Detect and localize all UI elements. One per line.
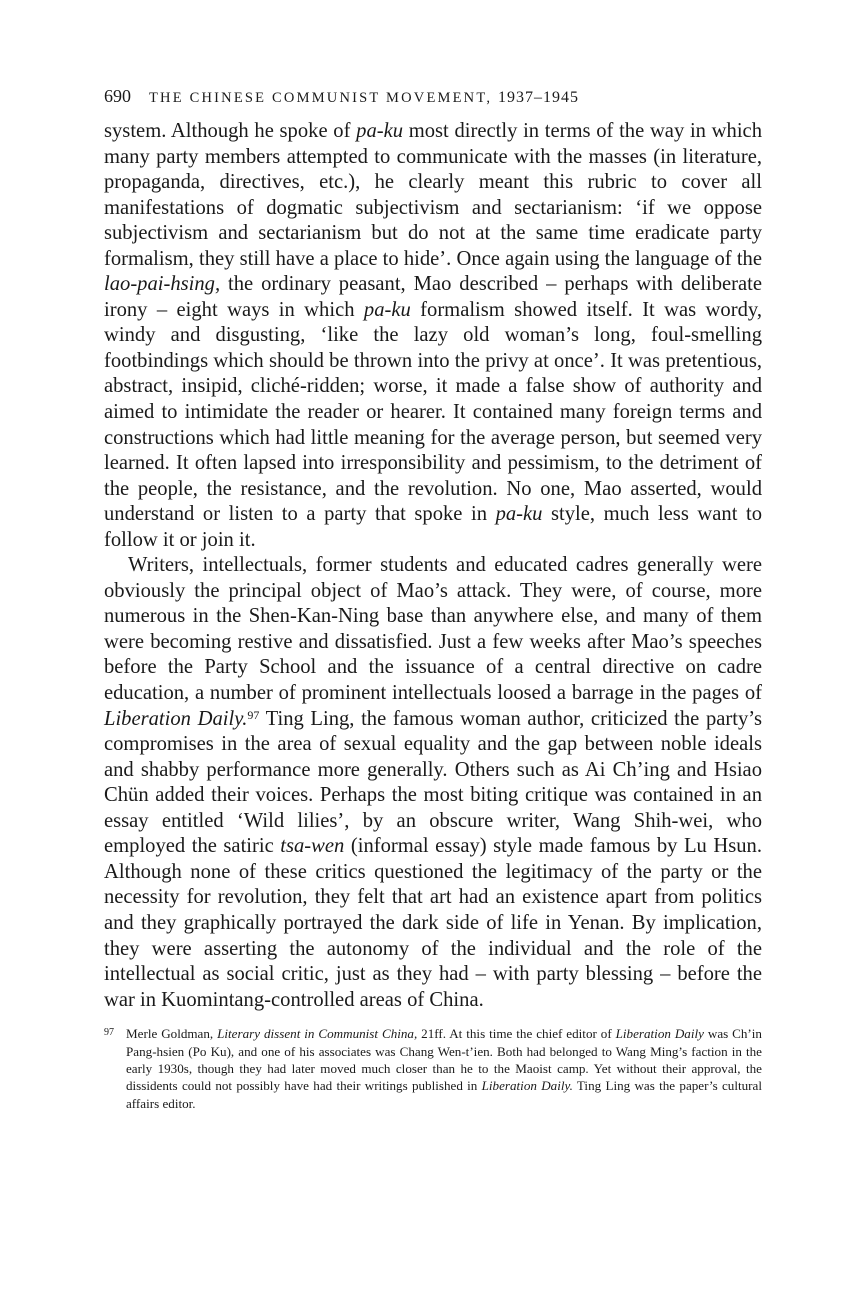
paragraph-1-text: style, much less want to follow it or join it. [104, 503, 762, 551]
paragraph-2-text: Ting Ling, the famous woman author, criticized the party’s compromises in the area of sexual equality and the gap between noble ideals and shabby performance more generally. Others such as Ai Ch’ing and Hsiao Chün added their voices. Perhaps the most biting critique was contained in an essay entitled ‘Wild lilies’, by an obscure writer, Wang Shih-wei, who employed the satiric [104, 707, 762, 858]
running-title-text: THE CHINESE COMMUNIST MOVEMENT, [149, 90, 493, 106]
paragraph-1-text: system. Although he spoke of [104, 120, 357, 142]
body-text [104, 119, 762, 1013]
book-page [104, 86, 762, 1112]
paragraph-1 [104, 119, 762, 553]
italic-term: pa-ku [363, 298, 411, 321]
italic-title: Liberation Daily. [481, 1078, 573, 1094]
paragraph-2 [104, 553, 762, 1013]
italic-title: Liberation Daily [615, 1026, 704, 1042]
italic-title: Literary dissent in Communist China, [217, 1026, 418, 1042]
paragraph-1-text: formalism showed itself. It was wordy, windy and disgusting, ‘like the lazy old woman’s long, foul-smelling footbindings which should be thrown into the privy at once’. It was pretentious, abstract, insipid, cliché-ridden; worse, it made a false show of authority and aimed to intimidate the reader or hearer. It contained many foreign terms and constructions which had little meaning for the average person, but seemed very learned. It often lapsed into irresponsibility and pessimism, to the detriment of the people, the resistance, and the revolution. No one, Mao asserted, would understand or listen to a party that spoke in [104, 298, 762, 526]
footnote-text: 21ff. At this time the chief editor of [417, 1026, 616, 1042]
footnote-97: 97 Merle Goldman, Literary dissent in Communist China, 21ff. At this time the chief editor of Liberation Daily was Ch’in Pang-hsien (Po Ku), and one of his associates was Chang Wen-t’ien. Both had belonged to Wang Ming’s faction in the early 1930s, though they had later moved much closer than he to the Maoist camp. Yet without their approval, the dissidents could not possibly have had their writings published in Liberation Daily. Ting Ling was the paper’s cultural affairs editor. [104, 1026, 762, 1111]
footnote-reference: 97 [247, 707, 260, 722]
italic-term: lao-pai-hsing, [104, 273, 221, 296]
running-title [149, 89, 579, 107]
italic-title: Liberation Daily. [104, 707, 248, 730]
paragraph-2-text: (informal essay) style made famous by Lu Hsun. Although none of these critics questioned the legitimacy of the party or the necessity for revolution, they felt that art had an existence apart from politics and they graphically portrayed the dark side of life in Yenan. By implication, they were asserting the autonomy of the individual and the role of the intellectual as social critic, just as they had – with party blessing – before the war in Kuomintang-controlled areas of China. [104, 835, 762, 1011]
running-head [104, 86, 762, 110]
paragraph-1-text: most directly in terms of the way in which many party members attempted to communicate with the masses (in literature, propaganda, directives, etc.), he clearly meant this rubric to cover all manifestations of dogmatic subjectivism and sectarianism: ‘if we oppose subjectivism and sectarianism but do not at the same time eradicate party formalism, they still have a place to hide’. Once again using the language of the [104, 120, 762, 270]
footnotes [104, 1025, 762, 1112]
italic-term: pa-ku [495, 503, 543, 526]
running-title-dates: 1937–1945 [498, 89, 579, 106]
paragraph-2-text: Writers, intellectuals, former students and educated cadres generally were obviously the principal object of Mao’s attack. They were, of course, more numerous in the Shen-Kan-Ning base than anywhere else, and many of them were becoming restive and dissatisfied. Just a few weeks after Mao’s speeches before the Party School and the issuance of a central directive on cadre education, a number of prominent intellectuals loosed a barrage in the pages of [104, 554, 762, 705]
footnote-text: was Ch’in Pang-hsien (Po Ku), and one of his associates was Chang Wen-t’ien. Both had belonged to Wang Ming’s faction in the early 1930s, though they had later moved much closer than he to the Maoist camp. Yet without their approval, the dissidents could not possibly have had their writings published in [126, 1026, 762, 1094]
footnote-text: Ting Ling was the paper’s cultural affairs editor. [126, 1078, 762, 1111]
italic-term: pa-ku [356, 120, 404, 142]
italic-term: tsa-wen [280, 835, 345, 858]
footnote-text: Merle Goldman, [126, 1026, 218, 1042]
page-number: 690 [104, 86, 131, 106]
paragraph-1-text: the ordinary peasant, Mao described – perhaps with deliberate irony – eight ways in which [104, 273, 762, 321]
